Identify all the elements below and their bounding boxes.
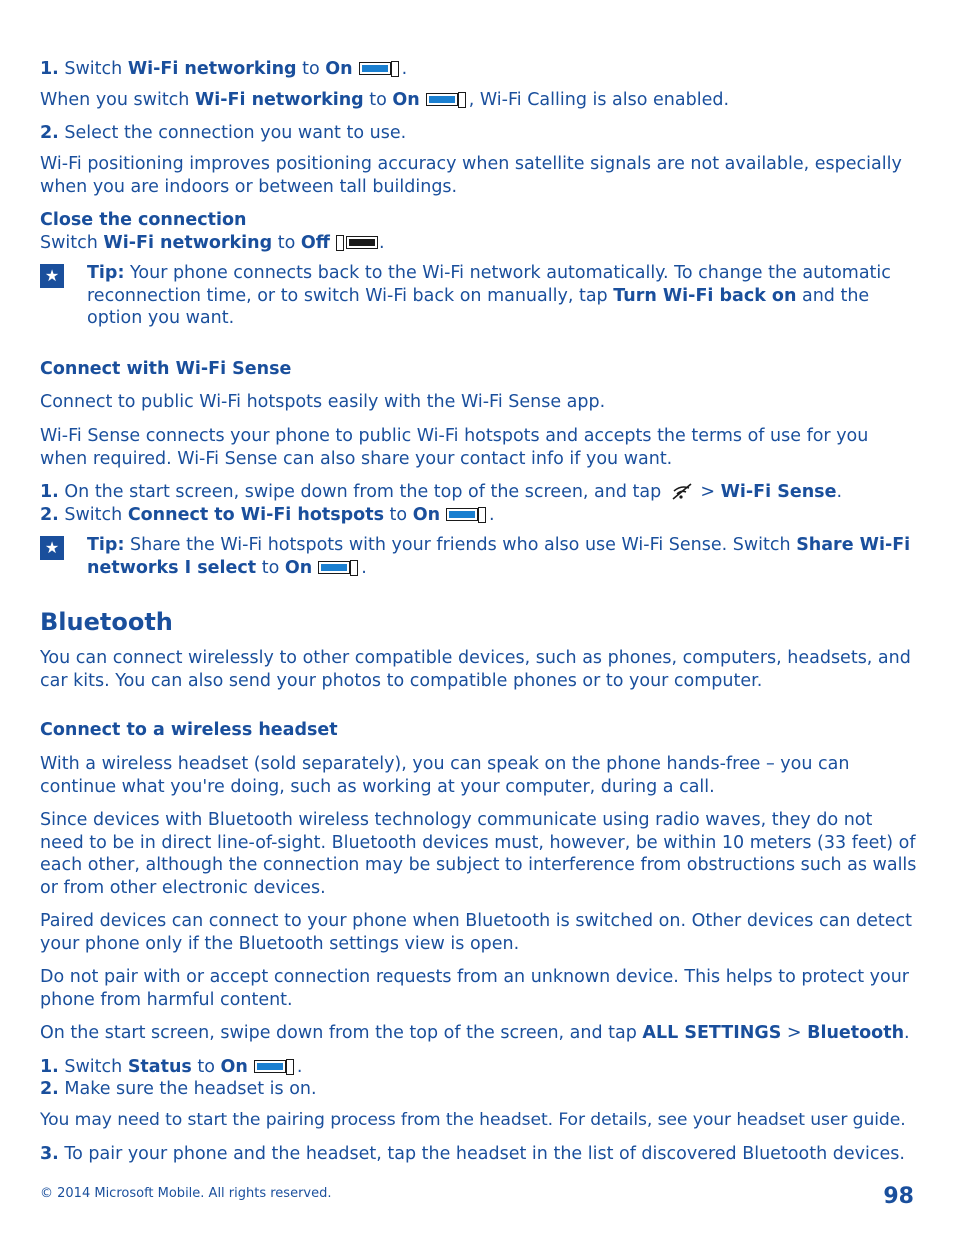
wifi-step-2 <box>40 122 920 145</box>
bluetooth-heading: Bluetooth <box>40 608 173 636</box>
setting-state: On <box>392 90 420 110</box>
text: > <box>694 482 721 502</box>
tip-label: Tip: <box>87 535 125 555</box>
setting-name: Wi-Fi Sense <box>720 482 837 502</box>
text: to <box>296 59 326 79</box>
setting-name: Wi-Fi networking <box>194 90 364 110</box>
setting-name: Turn Wi-Fi back on <box>613 285 797 306</box>
setting-state: On <box>412 505 441 525</box>
toggle-on-icon <box>254 1059 296 1075</box>
wifi-positioning-paragraph: Wi-Fi positioning improves positioning accuracy when satellite signals are not available, especially when you are indoors or between tall buildings. <box>40 154 902 197</box>
text: Select the connection you want to use. <box>58 123 407 143</box>
headset-paragraph-5 <box>40 1022 920 1045</box>
close-connection-heading: Close the connection <box>40 210 247 230</box>
text: , Wi-Fi Calling is also enabled. <box>468 90 730 110</box>
toggle-on-icon <box>318 560 360 576</box>
text: . <box>836 482 843 502</box>
copyright-footer: © 2014 Microsoft Mobile. All rights reserved. <box>40 1186 332 1201</box>
text: to <box>383 505 413 525</box>
setting-name: ALL SETTINGS <box>642 1023 782 1043</box>
text: . <box>296 1057 303 1077</box>
star-tip-icon: ★ <box>40 536 64 560</box>
text: to <box>272 233 301 253</box>
text: To pair your phone and the headset, tap the headset in the list of discovered Bluetooth devices. <box>58 1144 905 1164</box>
text: to <box>256 557 285 578</box>
wifi-sense-step-1 <box>40 481 920 504</box>
bluetooth-step-3 <box>40 1143 920 1166</box>
setting-name: Share Wi-Fi networks I select <box>87 535 911 578</box>
headset-paragraph-1: With a wireless headset (sold separately), you can speak on the phone hands-free – you can continue what you're doing, such as working at your computer, during a call. <box>40 754 850 797</box>
text: Switch <box>58 505 128 525</box>
headset-paragraph-3: Paired devices can connect to your phone when Bluetooth is switched on. Other devices can detect your phone only if the Bluetooth settings view is open. <box>40 911 912 954</box>
star-tip-icon: ★ <box>40 264 64 288</box>
step-number: 2. <box>40 123 59 143</box>
setting-name: Wi-Fi networking <box>127 59 297 79</box>
pairing-paragraph: You may need to start the pairing process from the headset. For details, see your headset user guide. <box>40 1110 906 1130</box>
wifi-sense-step-2 <box>40 504 920 527</box>
setting-state: Off <box>300 233 330 253</box>
text: . <box>361 557 367 578</box>
text: . <box>489 505 495 525</box>
text: to <box>191 1057 221 1077</box>
step-number: 2. <box>40 505 59 525</box>
setting-name: Status <box>127 1057 192 1077</box>
bluetooth-step-2 <box>40 1078 920 1101</box>
tip-share-hotspots <box>87 534 920 579</box>
setting-name: Wi-Fi networking <box>103 233 273 253</box>
text: . <box>401 59 408 79</box>
step-number: 3. <box>40 1144 59 1164</box>
step-number: 1. <box>40 59 59 79</box>
headset-paragraph-4: Do not pair with or accept connection requests from an unknown device. This helps to protect your phone from harmful content. <box>40 967 909 1010</box>
text: Switch <box>58 1057 128 1077</box>
text: Your phone connects back to the Wi-Fi network automatically. To change the automatic reconnection time, or to switch Wi-Fi back on manually, tap <box>87 263 891 306</box>
toggle-on-icon <box>446 507 488 523</box>
headset-paragraph-2: Since devices with Bluetooth wireless technology communicate using radio waves, they do not need to be in direct line-of-sight. Bluetooth devices must, however, be within 10 meters (33 feet) of each other, although the connection may be subject to interference from obstructions such as walls or from other electronic devices. <box>40 810 917 898</box>
text: Switch <box>40 233 104 253</box>
wifi-icon <box>671 482 693 500</box>
setting-state: On <box>325 59 353 79</box>
close-connection-text <box>40 232 920 255</box>
wifi-sense-heading: Connect with Wi-Fi Sense <box>40 359 292 379</box>
toggle-off-icon <box>336 235 378 251</box>
setting-name: Connect to Wi-Fi hotspots <box>127 505 384 525</box>
text: On the start screen, swipe down from the top of the screen, and tap <box>58 482 667 502</box>
wireless-headset-heading: Connect to a wireless headset <box>40 720 338 740</box>
text: When you switch <box>40 90 195 110</box>
setting-name: Bluetooth <box>807 1023 905 1043</box>
toggle-on-icon <box>359 61 401 77</box>
text: to <box>363 90 393 110</box>
wifi-sense-description: Wi-Fi Sense connects your phone to public Wi-Fi hotspots and accepts the terms of use for you when required. Wi-Fi Sense can also share your contact info if you want. <box>40 426 869 469</box>
setting-state: On <box>220 1057 248 1077</box>
tip-label: Tip: <box>87 263 125 283</box>
bluetooth-step-1 <box>40 1056 920 1079</box>
wifi-step-1 <box>40 58 920 81</box>
text: Share the Wi-Fi hotspots with your friends who also use Wi-Fi Sense. Switch <box>124 535 797 555</box>
step-number: 1. <box>40 1057 59 1077</box>
text: Switch <box>58 59 128 79</box>
text: and the option you want. <box>87 285 870 328</box>
text: . <box>378 233 385 253</box>
text: Make sure the headset is on. <box>58 1079 317 1099</box>
page-number: 98 <box>883 1184 914 1209</box>
text: > <box>781 1023 808 1043</box>
text: On the start screen, swipe down from the top of the screen, and tap <box>40 1023 643 1043</box>
step-number: 2. <box>40 1079 59 1099</box>
wifi-sense-intro: Connect to public Wi-Fi hotspots easily with the Wi-Fi Sense app. <box>40 392 606 412</box>
bluetooth-intro: You can connect wirelessly to other compatible devices, such as phones, computers, headsets, and car kits. You can also send your photos to compatible phones or to your computer. <box>40 648 911 691</box>
text: . <box>904 1023 910 1043</box>
tip-reconnect <box>87 262 920 330</box>
step-number: 1. <box>40 482 59 502</box>
wifi-calling-note <box>40 89 920 112</box>
setting-state: On <box>284 557 313 578</box>
toggle-on-icon <box>426 92 468 108</box>
